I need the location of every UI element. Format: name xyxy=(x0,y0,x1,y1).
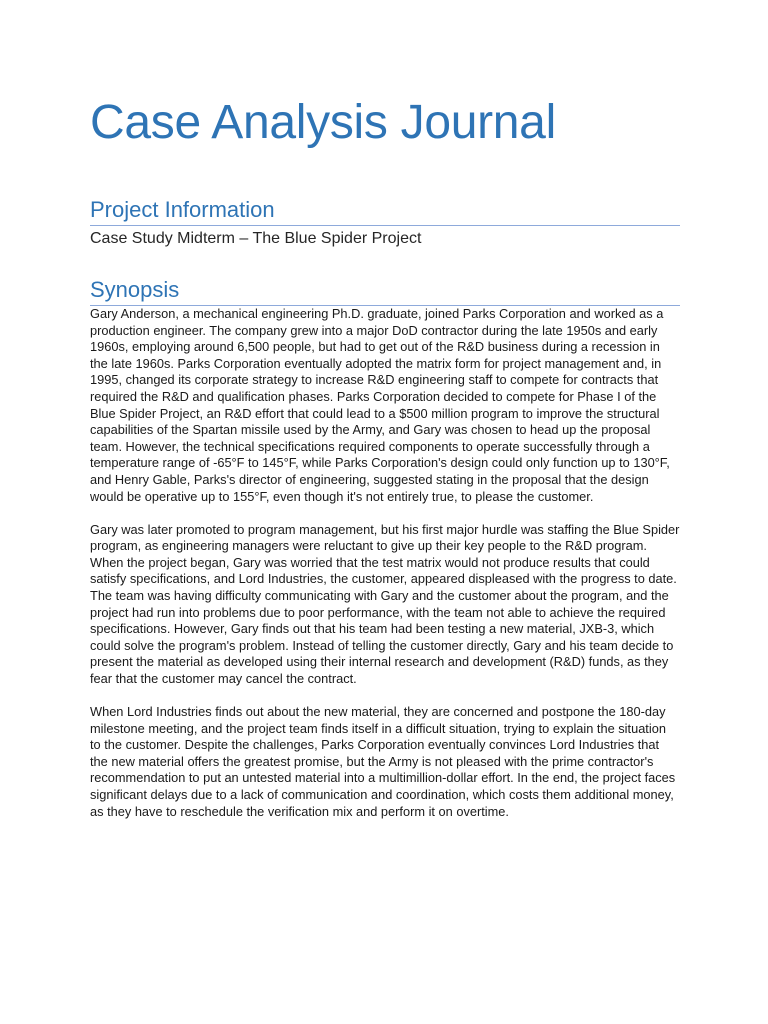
synopsis-paragraph-1: Gary Anderson, a mechanical engineering Ph.D. graduate, joined Parks Corporation and worked as a production engineer. The company grew into a major DoD contractor during the late 1950s and early 1960s, employing around 6,500 people, but had to get out of the R&D business during a recession in the late 1960s. Parks Corporation eventually adopted the matrix form for project management and, in 1995, changed its corporate strategy to increase R&D engineering staff to compete for contracts that required the R&D and qualification phases. Parks Corporation decided to compete for Phase I of the Blue Spider Project, an R&D effort that could lead to a $500 million program to improve the structural capabilities of the Spartan missile used by the Army, and Gary was chosen to head up the proposal team. However, the technical specifications required components to operate successfully through a temperature range of -65°F to 145°F, while Parks Corporation's design could only function up to 130°F, and Henry Gable, Parks's director of engineering, suggested stating in the proposal that the design would be operative up to 155°F, even though it's not entirely true, to please the customer. xyxy=(90,306,670,504)
synopsis-body xyxy=(90,306,680,837)
document-title: Case Analysis Journal xyxy=(90,96,556,149)
synopsis-paragraph-3: When Lord Industries finds out about the new material, they are concerned and postpone the 180-day milestone meeting, and the project team finds itself in a difficult situation, trying to explain the situation to the customer. Despite the challenges, Parks Corporation eventually convinces Lord Industries that the new material offers the greatest promise, but the Army is not pleased with the prime contractor's recommendation to put an untested material into a multimillion-dollar effort. In the end, the project faces significant delays due to a lack of communication and coordination, which costs them additional money, as they have to reschedule the verification mix and perform it on overtime. xyxy=(90,704,676,819)
section-heading-synopsis: Synopsis xyxy=(90,277,680,306)
case-study-subtitle: Case Study Midterm – The Blue Spider Project xyxy=(90,230,422,247)
section-heading-project-information: Project Information xyxy=(90,197,680,226)
synopsis-paragraph-2: Gary was later promoted to program management, but his first major hurdle was staffing the Blue Spider program, as engineering managers were reluctant to give up their key people to the R&D program. When the project began, Gary was worried that the test matrix would not produce results that could satisfy specifications, and Lord Industries, the customer, appeared displeased with the progress to date. The team was having difficulty communicating with Gary and the customer about the program, and the project had run into problems due to poor performance, with the team not able to achieve the required specifications. However, Gary finds out that his team had been testing a new material, JXB-3, which could solve the program's problem. Instead of telling the customer directly, Gary and his team decide to present the material as developed using their internal research and development (R&D) funds, as they fear that the customer may cancel the contract. xyxy=(90,521,680,686)
